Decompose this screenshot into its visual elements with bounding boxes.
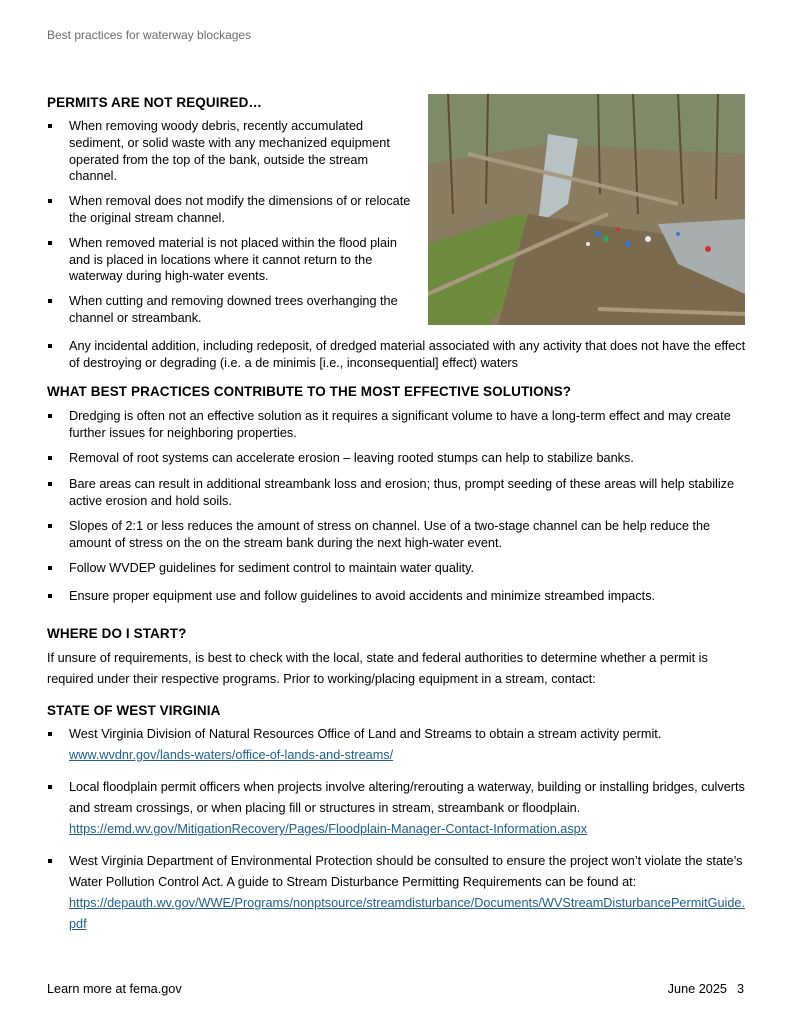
wvdnr-link[interactable]: www.wvdnr.gov/lands-waters/office-of-lands-and-streams/ <box>69 748 394 762</box>
list-item: Slopes of 2:1 or less reduces the amount of stress on channel. Use of a two-stage channel can be help reduce the amount of stress on the on the stream bank during the next high-water event. <box>47 518 747 552</box>
page-header: Best practices for waterway blockages <box>47 28 252 42</box>
permits-list <box>47 118 417 327</box>
footer-date: June 2025 <box>667 982 727 996</box>
permits-heading: PERMITS ARE NOT REQUIRED… <box>47 95 263 110</box>
list-item: Bare areas can result in additional streambank loss and erosion; thus, prompt seeding of these areas will help stabilize active erosion and hold soils. <box>47 476 747 510</box>
list-item: When cutting and removing downed trees overhanging the channel or streambank. <box>47 293 417 327</box>
state-contacts-list <box>47 724 747 935</box>
list-item <box>47 724 747 766</box>
list-item: When removal does not modify the dimensions of or relocate the original stream channel. <box>47 193 417 227</box>
best-practices-heading: WHAT BEST PRACTICES CONTRIBUTE TO THE MOST EFFECTIVE SOLUTIONS? <box>47 384 572 399</box>
list-item: Dredging is often not an effective solution as it requires a significant volume to have a long-term effect and may create further issues for neighboring properties. <box>47 408 747 442</box>
list-item: Ensure proper equipment use and follow guidelines to avoid accidents and minimize streambed impacts. <box>47 588 747 605</box>
list-item: When removing woody debris, recently accumulated sediment, or solid waste with any mechanized equipment operated from the top of the bank, outside the stream channel. <box>47 118 417 185</box>
state-heading: STATE OF WEST VIRGINIA <box>47 703 221 718</box>
footer-site: Learn more at fema.gov <box>47 982 182 996</box>
list-item <box>47 777 747 840</box>
footer-right <box>658 982 744 996</box>
stream-disturbance-guide-link[interactable]: https://depauth.wv.gov/WWE/Programs/nonptsource/streamdisturbance/Documents/WVStreamDisturbancePermitGuide.pdf <box>69 896 746 931</box>
list-item <box>47 851 747 935</box>
permits-list-wide <box>47 338 747 372</box>
list-item: When removed material is not placed within the flood plain and is placed in locations where it cannot return to the waterway during high-water events. <box>47 235 417 285</box>
where-start-heading: WHERE DO I START? <box>47 626 187 641</box>
list-item: Any incidental addition, including redeposit, of dredged material associated with any activity that does not have the effect of destroying or degrading (i.e. a de minimis [i.e., inconsequential] effect) waters <box>47 338 747 372</box>
contact-text: Local floodplain permit officers when projects involve altering/rerouting a waterway, building or installing bridges, culverts and stream crossings, or when placing fill or structures in stream, streambank or floodplain. <box>69 780 745 815</box>
stream-debris-photo <box>428 94 745 325</box>
list-item: Follow WVDEP guidelines for sediment control to maintain water quality. <box>47 560 747 577</box>
where-start-paragraph: If unsure of requirements, is best to check with the local, state and federal authorities to determine whether a permit is required under their respective programs. Prior to working/placing equipment in a stream, contact: <box>47 651 708 686</box>
floodplain-manager-link[interactable]: https://emd.wv.gov/MitigationRecovery/Pages/Floodplain-Manager-Contact-Information.aspx <box>69 822 588 836</box>
contact-text: West Virginia Division of Natural Resources Office of Land and Streams to obtain a stream activity permit. <box>69 727 662 741</box>
contact-text: West Virginia Department of Environmental Protection should be consulted to ensure the project won’t violate the state’s Water Pollution Control Act. A guide to Stream Disturbance Permitting Requirements can be found at: <box>69 854 743 889</box>
list-item: Removal of root systems can accelerate erosion – leaving rooted stumps can help to stabilize banks. <box>47 450 747 467</box>
page-number: 3 <box>736 982 744 996</box>
best-practices-list <box>47 408 747 605</box>
